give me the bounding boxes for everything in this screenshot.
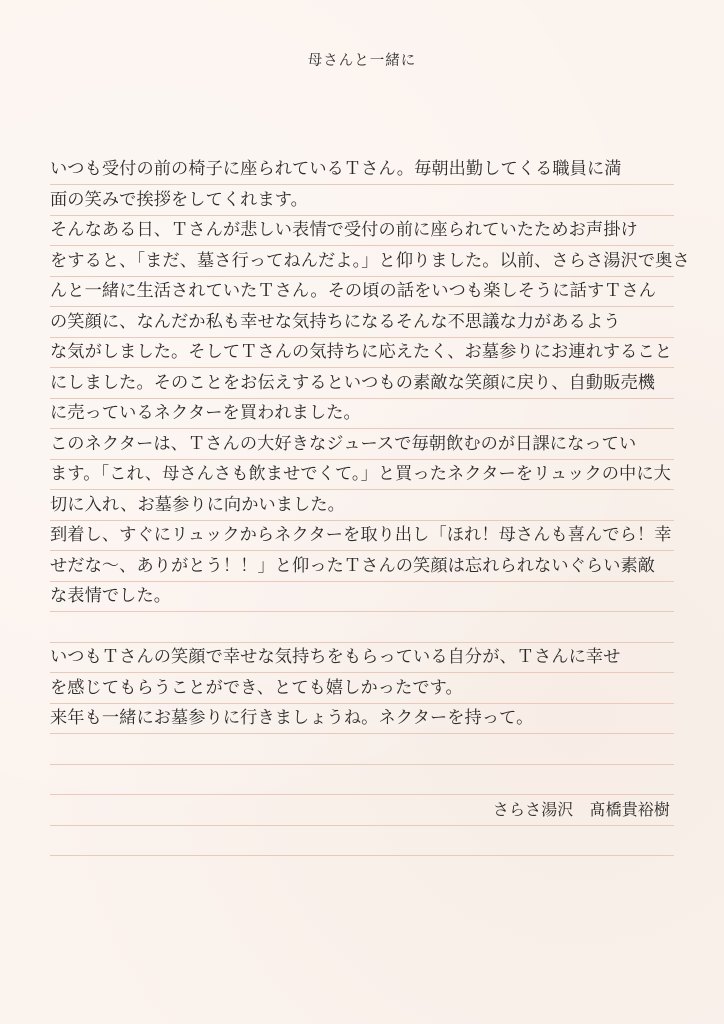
letter-line xyxy=(50,612,674,643)
letter-line: 面の笑みで挨拶をしてくれます。 xyxy=(50,189,308,210)
signature-line: さらさ湯沢 髙橋貴裕樹 xyxy=(492,799,670,819)
letter-title: 母さんと一緒に xyxy=(307,53,417,69)
letter-line: いつも受付の前の椅子に座られているＴさん。毎朝出勤してくる職員に満 xyxy=(50,159,622,179)
letter-line: をすると、「まだ、墓さ行ってねんだよ。」と仰りました。以前、さらさ湯沢で奥さ xyxy=(50,250,690,271)
letter-line: んと一緒に生活されていたＴさん。その頃の話をいつも楽しそうに話すＴさん xyxy=(50,281,657,301)
letter-line: そんなある日、Ｔさんが悲しい表情で受付の前に座られていたためお声掛け xyxy=(50,220,638,240)
letter-line: を感じてもらうことができ、とても嬉しかったです。 xyxy=(50,677,463,698)
letter-line: いつもＴさんの笑顔で幸せな気持ちをもらっている自分が、Ｔさんに幸せ xyxy=(50,647,621,667)
letter-line: せだな～、ありがとう！！」と仰ったＴさんの笑顔は忘れられないぐらい素敵 xyxy=(50,555,656,576)
letter-line: 到着し、すぐにリュックからネクターを取り出し「ほれ！母さんも喜んでら！幸 xyxy=(50,525,672,545)
letter-line xyxy=(50,734,674,765)
letter-line: にしました。そのことをお伝えするといつもの素敵な笑顔に戻り、自動販売機 xyxy=(50,372,656,393)
letter-line xyxy=(50,825,674,856)
letter-line: な表情でした。 xyxy=(50,586,172,606)
letter-line: の笑顔に、なんだか私も幸せな気持ちになるそんな不思議な力があるよう xyxy=(50,311,621,332)
letter-line: 切に入れ、お墓参りに向かいました。 xyxy=(50,494,345,515)
letter-line: 来年も一緒にお墓参りに行きましょうね。ネクターを持って。 xyxy=(50,708,534,728)
letter-line: に売っているネクターを買われました。 xyxy=(50,403,361,423)
letter-line: な気がしました。そしてＴさんの気持ちに応えたく、お墓参りにお連れすること xyxy=(50,342,673,362)
letter-line: ます。「これ、母さんさも飲ませでくて。」と買ったネクターをリュックの中に大 xyxy=(50,464,671,484)
letter-line xyxy=(50,764,674,795)
letter-line: このネクターは、Ｔさんの大好きなジュースで毎朝飲むのが日課になってい xyxy=(50,433,637,454)
